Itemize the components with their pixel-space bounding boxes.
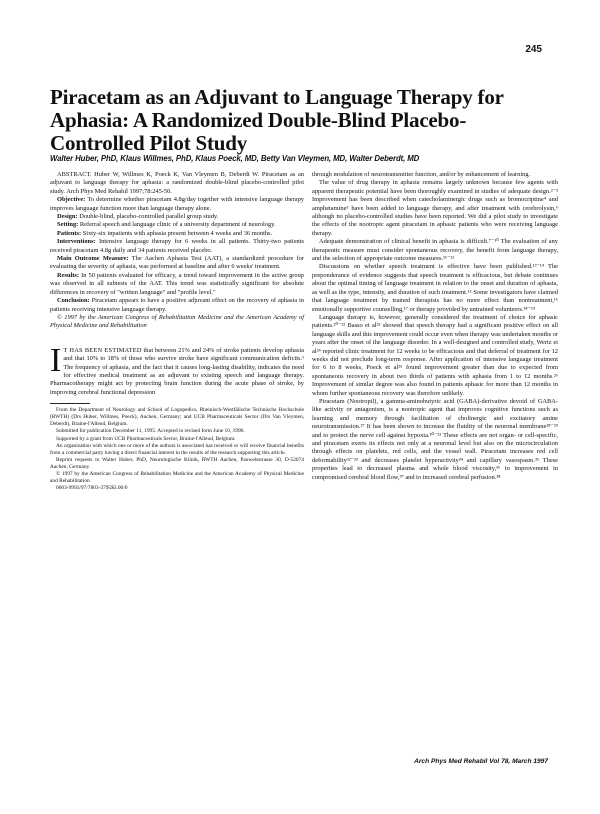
abstract-setting bbox=[50, 221, 304, 229]
footnote-affiliation: From the Department of Neurology and School of Logopedics, Rheinisch-Westfälische Technische Hochschule (RWTH) (Drs Huber, Willmes, Poeck), Aachen, Germany; and UCB Pharmaceuticals Sector (Drs Van Vleymen, Deberdt), Braine-l'Alleud, Belgium. bbox=[50, 407, 304, 428]
abstract bbox=[50, 171, 304, 331]
abstract-design-label: Design: bbox=[57, 213, 78, 221]
footnote-submitted: Submitted for publication December 11, 1995. Accepted in revised form June 10, 1996. bbox=[56, 428, 245, 435]
intro-paragraph bbox=[50, 341, 304, 397]
abstract-objective-label: Objective: bbox=[57, 196, 86, 204]
journal-footer: Arch Phys Med Rehabil Vol 78, March 1997 bbox=[414, 758, 548, 765]
body-paragraph: Adequate demonstration of clinical benefit in aphasia is difficult.⁷⁻¹⁰ The evaluation of any therapeutic measure must consider spontaneous recovery, the benefit from language therapy, and the selection of appropriate outcome measures.¹¹⁻¹² bbox=[312, 238, 558, 263]
left-column bbox=[50, 171, 304, 492]
footnote-support: Supported by a grant from UCB Pharmaceuticals Sector, Braine-l'Alleud, Belgium. bbox=[56, 435, 236, 442]
page-number: 245 bbox=[525, 44, 542, 55]
abstract-conclusion bbox=[50, 297, 304, 314]
abstract-setting-text: Referral speech and language clinic of a university department of neurology. bbox=[79, 221, 276, 229]
footnote-issn: 0003-9993/97/7803-3795$3.00/0 bbox=[56, 485, 128, 492]
footnote-rule bbox=[50, 403, 90, 404]
abstract-results-label: Results: bbox=[57, 271, 80, 279]
abstract-interventions-text: Intensive language therapy for 6 weeks in all patients. Thirty-two patients received piracetam 4.8g daily and 34 patients received placebo. bbox=[50, 238, 304, 254]
body-paragraph: Discussions on whether speech treatment is effective have been published.¹³⁻¹⁴ The preponderance of evidence suggests that speech treatment is efficacious, but debate continues about the optimal timing of language treatment in relation to the onset and duration of aphasia, as well as the type, intensity, and duration of such treatment.¹⁵ Some investigators have claimed that language treatment by trained therapists has no more effect than nontreatment,¹⁶ emotionally supportive counselling,¹⁷ or therapy provided by untrained volunteers.¹⁸⁻¹⁹ bbox=[312, 263, 558, 313]
abstract-patients-label: Patients: bbox=[57, 229, 82, 237]
right-column bbox=[312, 171, 558, 482]
drop-cap: I bbox=[50, 341, 62, 379]
author-list: Walter Huber, PhD, Klaus Willmes, PhD, Klaus Poeck, MD, Betty Van Vleymen, MD, Walter Deberdt, MD bbox=[50, 154, 420, 163]
abstract-outcome-text: The Aachen Aphasia Test (AAT), a standardized procedure for evaluating the severity of aphasia, was performed at baseline and after 6 weeks' treatment. bbox=[50, 255, 304, 271]
abstract-conclusion-text: Piracetam appears to have a positive adjuvant effect on the recovery of aphasia in patients receiving intensive language therapy. bbox=[50, 297, 304, 313]
abstract-objective bbox=[50, 196, 304, 213]
abstract-outcome-label: Main Outcome Measure: bbox=[57, 255, 129, 263]
body-paragraph: Piracetam (Nootropil), a gamma-aminobutyric acid (GABA)-derivative devoid of GABA-like activity or antagonism, is a nootropic agent that improves cognitive functions such as learning and memory through facilitation of cholinergic and excitatory amine neurotransmission.²⁷ It has been shown to increase the fluidity of the neuronal membrane²⁸⁻²⁹ and to protect the nerve cell against hypoxia.³⁰⁻³¹ These effects are not organ- or cell-specific, and piracetam exerts its effects not only at a neuronal level but also on the microcirculation through effects on platelets, red cells, and the vessel wall. Piracetam increases red cell deformability³²⁻³³ and decreases platelet hyperactivity³⁴ and capillary vasospasm.³⁵ These properties lead to decreased plasma and whole blood viscosity,³⁶ to improvement in compromised cerebral blood flow,³⁷ and to increased cerebral perfusion.³⁸ bbox=[312, 397, 558, 481]
abstract-setting-label: Setting: bbox=[57, 221, 79, 229]
intro-text: that between 21% and 24% of stroke patients develop aphasia and that 10% to 18% of those who survive stroke have significant communication deficits.¹ The frequency of aphasia, and the fact that it causes long-lasting disability, indicates the need for effective medical treatment as an adjuvant to existing speech and language therapy. Pharmacotherapy might act by protecting brain function during the acute phase of stroke, by improving cerebral functional depression bbox=[50, 346, 304, 396]
abstract-conclusion-label: Conclusion: bbox=[57, 297, 90, 305]
footnote-reprints: Reprint requests to Walter Huber, PhD, Neurologische Klinik, RWTH Aachen, Pauwelsstrasse 30, D-52074 Aachen, Germany. bbox=[50, 456, 304, 470]
abstract-design bbox=[50, 213, 304, 221]
abstract-interventions-label: Interventions: bbox=[57, 238, 96, 246]
abstract-results-text: In 50 patients evaluated for efficacy, a trend toward improvement in the active group was observed in all subtests of the AAT. This trend was statistically significant for absolute differences in recovery of "written language" and "profile level." bbox=[50, 271, 304, 296]
abstract-design-text: Double-blind, placebo-controlled parallel group study. bbox=[79, 213, 219, 221]
abstract-results bbox=[50, 272, 304, 297]
abstract-citation: ABSTRACT. Huber W, Willmes K, Poeck K, Van Vleymen B, Deberdt W. Piracetam as an adjuvant to language therapy for aphasia: a randomized double-blind placebo-controlled pilot study. Arch Phys Med Rehabil 1997;78:245-50. bbox=[50, 171, 304, 195]
intro-lead: T HAS BEEN ESTIMATED bbox=[63, 346, 142, 354]
article-title: Piracetam as an Adjuvant to Language Therapy for Aphasia: A Randomized Double-Blind Placebo-Controlled Pilot Study bbox=[50, 85, 504, 155]
body-paragraph: Language therapy is, however, generally considered the treatment of choice for aphasic patients.²⁰⁻²² Basso et al²³ showed that speech therapy had a significant positive effect on all language skills and this improvement could occur even when therapy was undertaken months or years after the onset of the language disorder. In a well-designed and controlled study, Wertz et al²⁴ reported clinic treatment for 12 weeks to be efficacious and that deferral of treatment for 12 weeks did not preclude long-term response. After application of intensive language treatment for 6 to 8 weeks, Poeck et al²⁵ found improvement greater than due to expected from spontaneous recovery in about two thirds of patients with aphasia from 1 to 12 months.²⁶ Improvement of similar degree was also found in patients aphasic for more than 12 months in whom further spontaneous recovery was therefore unlikely. bbox=[312, 313, 558, 397]
abstract-outcome bbox=[50, 255, 304, 272]
abstract-copyright: © 1997 by the American Congress of Rehabilitation Medicine and the American Academy of Physical Medicine and Rehabilitation bbox=[50, 313, 304, 330]
abstract-patients bbox=[50, 230, 304, 238]
footnote-copyright: © 1997 by the American Congress of Rehabilitation Medicine and the American Academy of Physical Medicine and Rehabilitation bbox=[50, 471, 304, 485]
abstract-objective-text: To determine whether piracetam 4.8g/day together with intensive language therapy improves language function more than language therapy alone. bbox=[50, 196, 304, 212]
footnote-disclosure: An organization with which one or more of the authors is associated has received or will receive financial benefits from a commercial party having a direct financial interest in the results of the research supporting this article. bbox=[50, 442, 304, 456]
abstract-patients-text: Sixty-six inpatients with aphasia present between 4 weeks and 36 months. bbox=[82, 229, 273, 237]
body-paragraph: through modulation of neurotransmitter function, and/or by enhancement of learning. bbox=[312, 171, 531, 178]
footnotes bbox=[50, 407, 304, 492]
body-paragraph: The value of drug therapy in aphasia remains largely unknown because few agents with apparent therapeutic potential have been thoroughly examined in studies of adequate design.²⁻³ Improvement has been described when catecholaminergic drugs such as bromocriptine⁴ and amphetamine⁵ have been added to language therapy, and after treatment with cerebrolysin,⁶ although no placebo-controlled studies have been reported. We did a pilot study to investigate the effects of the nootropic agent piracetam in aphasic patients who were receiving language therapy. bbox=[312, 179, 558, 237]
abstract-interventions bbox=[50, 238, 304, 255]
